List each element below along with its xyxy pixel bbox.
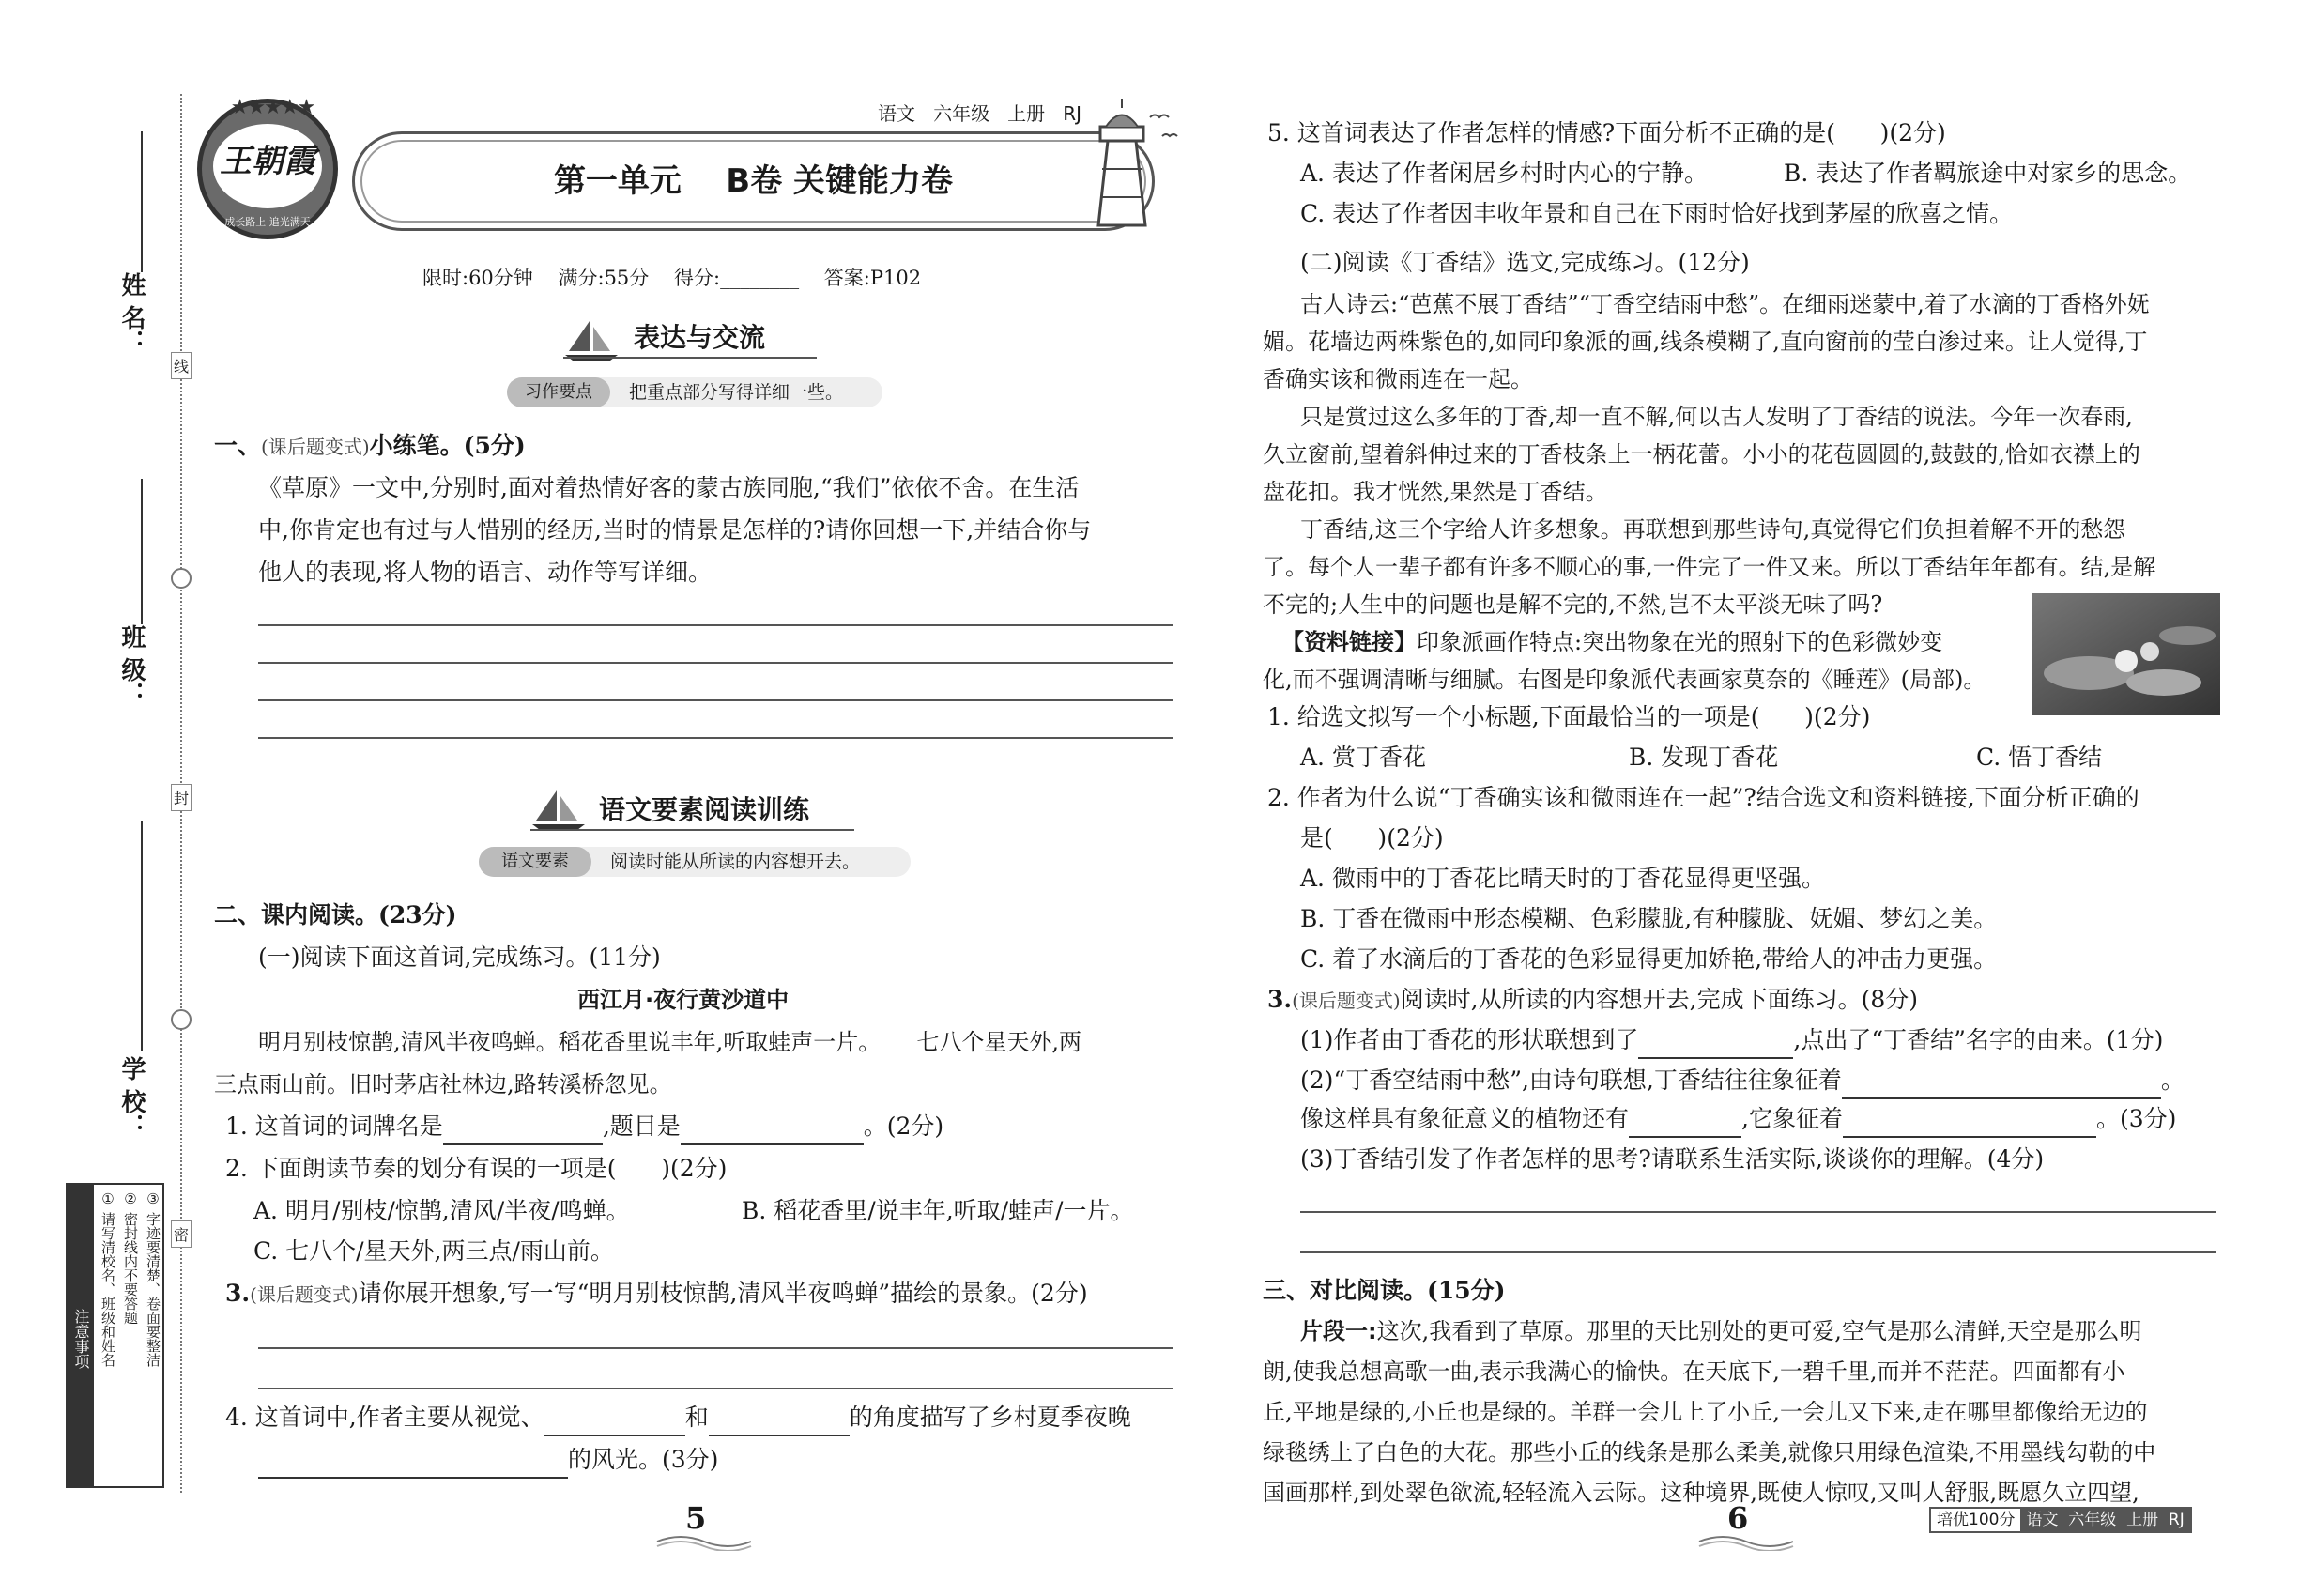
page-number: 6 [1727,1500,1749,1536]
question-2-4 [225,1399,1131,1436]
resource-link-text: 印象派画作特点:突出物象在光的照射下的色彩微妙变 [1417,629,1943,655]
seal-mark-1: 线 [171,352,192,379]
answer-blank[interactable] [443,1119,603,1145]
logo-tagline: 成长路上 追光满天 [224,216,311,228]
paragraph-line: 香确实该和微雨连在一起。 [1263,366,1533,392]
section-underline [530,829,854,831]
option-c[interactable]: C. 悟丁香结 [1976,744,2103,771]
answer-blank[interactable] [681,1119,864,1145]
poem-line: 三点雨山前。旧时茅店社林边,路转溪桥忽见。 [214,1071,672,1097]
section-title: 表达与交流 [634,322,766,353]
reading-question-2: 2. 作者为什么说“丁香确实该和微雨连在一起”?结合选文和资料链接,下面分析正确的 [1267,784,2139,811]
paragraph-line: 丘,平地是绿的,小丘也是绿的。羊群一会儿上了小丘,一会儿又下来,走在哪里都像给无边的 [1263,1399,2148,1425]
option-b[interactable]: B. 表达了作者羁旅途中对家乡的思念。 [1784,160,2192,187]
page-number: 5 [685,1500,707,1536]
question-text: 的角度描写了乡村夏季夜晚 [849,1404,1131,1431]
option-b[interactable]: B. 丁香在微雨中形态模糊、色彩朦胧,有种朦胧、妩媚、梦幻之美。 [1300,905,1998,932]
seal-mark-3: 密 [171,1220,192,1248]
paragraph-line: 朗,使我总想高歌一曲,表示我满心的愉快。在天底下,一碧千里,而并不茫茫。四面都有小 [1263,1358,2125,1385]
question-text: 。(3分) [2095,1105,2177,1132]
reading-question-2-cont: 是( )(2分) [1300,824,1444,852]
question-number: 3. [1267,986,1293,1013]
section-tip: 把重点部分写得详细一些。 [629,382,844,403]
reading-question-3-1 [1300,1021,2163,1059]
fragment-text: 这次,我看到了草原。那里的天比别处的更可爱,空气是那么清鲜,天空是那么明 [1376,1318,2142,1344]
paragraph-line: 他人的表现,将人物的语言、动作等写详细。 [258,559,712,586]
answer-line[interactable] [1300,1211,2216,1213]
question-text: 阅读时,从所读的内容想开去,完成下面练习。(8分) [1400,986,1919,1013]
logo-inner [213,124,322,208]
notice-title: 注意事项 [68,1185,94,1486]
answer-blank[interactable] [1843,1112,2096,1138]
section-underline [563,357,817,359]
reading-question-3-3: (3)丁香结引发了作者怎样的思考?请联系生活实际,谈谈你的理解。(4分) [1300,1145,2045,1173]
question-2-3 [225,1275,1088,1313]
question-note: (课后题变式) [261,436,370,458]
question-heading: 小练笔。(5分) [369,432,526,459]
paragraph-line: 丁香结,这三个字给人许多想象。再联想到那些诗句,真觉得它们负担着解不开的愁怨 [1300,516,2126,543]
fragment-line [1300,1312,2142,1350]
notice-item: ③ 字迹要清楚、卷面要整洁 [145,1190,161,1367]
answer-line[interactable] [258,1347,1173,1349]
school-label: 学 校： [117,1056,146,1139]
option-c[interactable]: C. 着了水滴后的丁香花的色彩显得更加娇艳,带给人的冲击力更强。 [1300,945,1998,973]
question-text: 和 [684,1404,709,1431]
question-text: 4. 这首词中,作者主要从视觉、 [225,1404,544,1431]
answer-blank[interactable] [258,1452,568,1479]
paragraph-line: 化,而不强调清晰与细腻。右图是印象派代表画家莫奈的《睡莲》(局部)。 [1263,667,1986,693]
option-a[interactable]: A. 微雨中的丁香花比晴天时的丁香花显得更坚强。 [1300,865,1825,892]
question-number: 3. [225,1280,251,1307]
logo-name: 王朝霞 [220,143,315,180]
question-note: (课后题变式) [1292,990,1401,1012]
question-text: 1. 这首词的词牌名是 [225,1113,443,1140]
poem-title: 西江月·夜行黄沙道中 [577,987,790,1013]
question-text: 请你展开想象,写一写“明月别枝惊鹊,清风半夜鸣蝉”描绘的景象。(2分) [358,1280,1088,1307]
footer-brand-info: 语文 六年级 上册 RJ [2020,1509,2189,1531]
footer-brand [1929,1507,2192,1533]
paragraph-line: 久立窗前,望着斜伸过来的丁香枝条上一柄花蕾。小小的花苞圆圆的,鼓鼓的,恰如衣襟上的 [1263,441,2140,468]
question-text: 的风光。(3分) [568,1446,719,1473]
sailboat-icon [530,789,587,831]
reading-question-3 [1267,981,1918,1020]
class-label: 班 级： [117,624,146,707]
question-text: (1)作者由丁香花的形状联想到了 [1300,1026,1639,1053]
question-2-1 [225,1108,943,1145]
answer-line[interactable] [258,737,1173,739]
paragraph-line: 盘花扣。我才恍然,果然是丁香结。 [1263,479,1608,505]
reading-question-3-2-cont [1300,1100,2176,1138]
question-text: 像这样具有象征意义的植物还有 [1300,1105,1630,1132]
name-field[interactable] [141,131,143,272]
paragraph-line: 不完的;人生中的问题也是解不完的,不然,岂不太平淡无味了吗? [1263,591,1883,618]
answer-line[interactable] [258,624,1173,626]
reading-question-1: 1. 给选文拟写一个小标题,下面最恰当的一项是( )(2分) [1267,703,1871,730]
binding-margin [0,0,192,1596]
seal-circle-2 [171,1009,192,1030]
answer-line[interactable] [258,662,1173,664]
question-note: (课后题变式) [250,1283,359,1306]
question-text: ,它象征着 [1741,1105,1843,1132]
fragment-label: 片段一: [1300,1318,1377,1344]
seal-circle-1 [171,568,192,589]
answer-blank[interactable] [1629,1112,1741,1138]
paragraph-line: 了。每个人一辈子都有许多不顺心的事,一件完了一件又来。所以丁香结年年都有。结,是解 [1263,554,2156,580]
option-b[interactable]: B. 发现丁香花 [1629,744,1779,771]
answer-line[interactable] [258,1388,1173,1389]
notice-item: ① 请写清校名、班级和姓名 [100,1190,116,1367]
question-5: 5. 这首词表达了作者怎样的情感?下面分析不正确的是( )(2分) [1267,119,1946,146]
question-2-title: 二、课内阅读。(23分) [214,901,457,928]
question-2-4-cont [258,1441,718,1479]
question-text: ,题目是 [602,1113,681,1140]
footer-brand-name: 培优100分 [1937,1511,2016,1529]
answer-blank[interactable] [544,1410,685,1436]
option-a[interactable]: A. 明月/别枝/惊鹊,清风/半夜/鸣蝉。 [253,1197,630,1224]
option-a[interactable]: A. 表达了作者闲居乡村时内心的宁静。 [1300,160,1708,187]
meta-line: 语文 六年级 上册 RJ [878,102,1082,125]
answer-blank[interactable] [1638,1033,1793,1059]
sailboat-icon [563,319,620,361]
option-b[interactable]: B. 稻花香里/说丰年,听取/蛙声/一片。 [742,1197,1134,1224]
poem-line: 明月别枝惊鹊,清风半夜鸣蝉。稻花香里说丰年,听取蛙声一片。 七八个星天外,两 [258,1029,1082,1055]
answer-blank[interactable] [1842,1073,2161,1099]
question-number: 一、 [214,432,262,459]
reading-question-3-2: (2)“丁香空结雨中愁”,由诗句联想,丁香结往往象征着 。 [1300,1062,2185,1099]
option-a[interactable]: A. 赏丁香花 [1300,744,1426,771]
resource-link-label: 【资料链接】 [1281,629,1417,655]
exam-info: 限时:60分钟 满分:55分 得分:________ 答案:P102 [422,267,922,289]
notice-box [66,1183,164,1488]
paragraph-line: 只是赏过这么多年的丁香,却一直不解,何以古人发明了丁香结的说法。今年一次春雨, [1300,404,2133,430]
option-c[interactable]: C. 七八个/星天外,两三点/雨山前。 [253,1237,614,1265]
lighthouse-icon [1080,94,1183,230]
section-title: 语文要素阅读训练 [599,794,810,825]
answer-line[interactable] [1300,1251,2216,1253]
water-lily-painting [2032,593,2220,715]
question-text: (2)“丁香空结雨中愁”,由诗句联想,丁香结往往象征着 [1300,1067,1842,1094]
answer-blank[interactable] [709,1410,850,1436]
question-2-2: 2. 下面朗读节奏的划分有误的一项是( )(2分) [225,1155,728,1182]
brand-logo [197,96,338,239]
question-text: 。(2分) [863,1113,944,1140]
question-text: ,点出了“丁香结”名字的由来。(1分) [1793,1026,2164,1053]
section-tip: 阅读时能从所读的内容想开去。 [610,852,861,872]
resource-link [1281,623,1942,661]
school-field[interactable] [141,821,143,1051]
section-tag: 习作要点 [507,377,610,407]
section-tag: 语文要素 [479,847,591,877]
sub-question-title: (二)阅读《丁香结》选文,完成练习。(12分) [1300,249,1750,276]
star-icon: ★★★★★ [230,96,314,119]
paragraph-line: 《草原》一文中,分别时,面对着热情好客的蒙古族同胞,“我们”依依不舍。在生活 [258,474,1080,501]
notice-item: ② 密封线内不要答题 [122,1190,139,1325]
paragraph-line: 媚。花墙边两株紫色的,如同印象派的画,线条模糊了,直向窗前的莹白渗过来。让人觉得,丁 [1263,329,2148,355]
question-1-title [214,427,526,466]
page-wave-icon [652,1532,756,1551]
name-label: 姓 名： [117,272,146,355]
answer-line[interactable] [258,699,1173,701]
class-field[interactable] [141,479,143,624]
paragraph-line: 古人诗云:“芭蕉不展丁香结”“丁香空结雨中愁”。在细雨迷蒙中,着了水滴的丁香格外妩 [1300,291,2150,317]
option-c[interactable]: C. 表达了作者因丰收年景和自己在下雨时恰好找到茅屋的欣喜之情。 [1300,200,2014,227]
sub-question-title: (一)阅读下面这首词,完成练习。(11分) [258,944,661,971]
paragraph-line: 绿毯绣上了白色的大花。那些小丘的线条是那么柔美,就像只用绿色渲染,不用墨线勾勒的中 [1263,1439,2156,1466]
page-wave-icon [1694,1532,1798,1551]
question-3-title: 三、对比阅读。(15分) [1263,1277,1506,1304]
seal-mark-2: 封 [171,784,192,811]
page-title: 第一单元 B卷 关键能力卷 [553,162,954,200]
paragraph-line: 中,你肯定也有过与人惜别的经历,当时的情景是怎样的?请你回想一下,并结合你与 [258,516,1092,544]
paragraph-line: 国画那样,到处翠色欲流,轻轻流入云际。这种境界,既使人惊叹,又叫人舒服,既愿久立四望, [1263,1480,2139,1506]
